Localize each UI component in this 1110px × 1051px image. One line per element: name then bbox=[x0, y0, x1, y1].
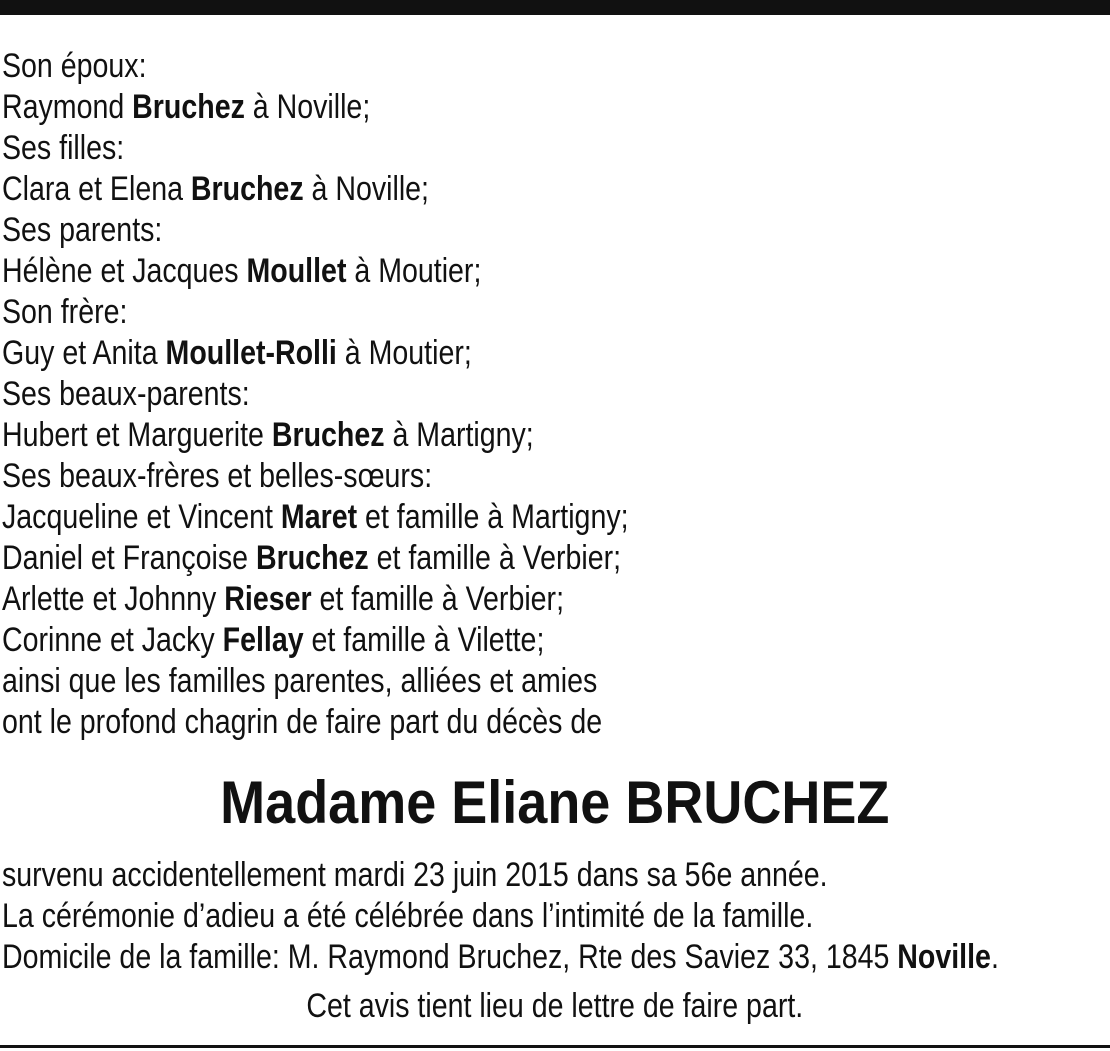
top-rule bbox=[0, 0, 1110, 15]
family-line: ont le profond chagrin de faire part du décès de bbox=[2, 703, 603, 741]
family-line: Clara et Elena Bruchez à Noville; bbox=[2, 170, 429, 208]
detail-line: La cérémonie d’adieu a été célébrée dans l’intimité de la famille. bbox=[2, 897, 814, 935]
family-list bbox=[2, 46, 1102, 743]
family-line: Corinne et Jacky Fellay et famille à Vilette; bbox=[2, 621, 545, 659]
family-line: Ses parents: bbox=[2, 211, 163, 249]
family-line: Ses filles: bbox=[2, 129, 125, 167]
detail-line: Domicile de la famille: M. Raymond Bruchez, Rte des Saviez 33, 1845 Noville. bbox=[2, 938, 999, 976]
family-line: Guy et Anita Moullet-Rolli à Moutier; bbox=[2, 334, 472, 372]
family-line: Hubert et Marguerite Bruchez à Martigny; bbox=[2, 416, 534, 454]
closing-line: Cet avis tient lieu de lettre de faire part. bbox=[306, 987, 804, 1025]
notice-details bbox=[2, 855, 1110, 978]
deceased-name: Madame Eliane BRUCHEZ bbox=[220, 769, 890, 836]
family-line: Jacqueline et Vincent Maret et famille à Martigny; bbox=[2, 498, 629, 536]
family-line: Ses beaux-parents: bbox=[2, 375, 250, 413]
detail-line: survenu accidentellement mardi 23 juin 2015 dans sa 56e année. bbox=[2, 856, 828, 894]
family-line: Arlette et Johnny Rieser et famille à Verbier; bbox=[2, 580, 565, 618]
family-line: Ses beaux-frères et belles-sœurs: bbox=[2, 457, 433, 495]
family-line: Raymond Bruchez à Noville; bbox=[2, 88, 371, 126]
bottom-rule bbox=[0, 1045, 1110, 1048]
family-line: Son époux: bbox=[2, 47, 147, 85]
family-line: Hélène et Jacques Moullet à Moutier; bbox=[2, 252, 482, 290]
family-line: Daniel et Françoise Bruchez et famille à Verbier; bbox=[2, 539, 622, 577]
family-line: ainsi que les familles parentes, alliées et amies bbox=[2, 662, 598, 700]
family-line: Son frère: bbox=[2, 293, 128, 331]
